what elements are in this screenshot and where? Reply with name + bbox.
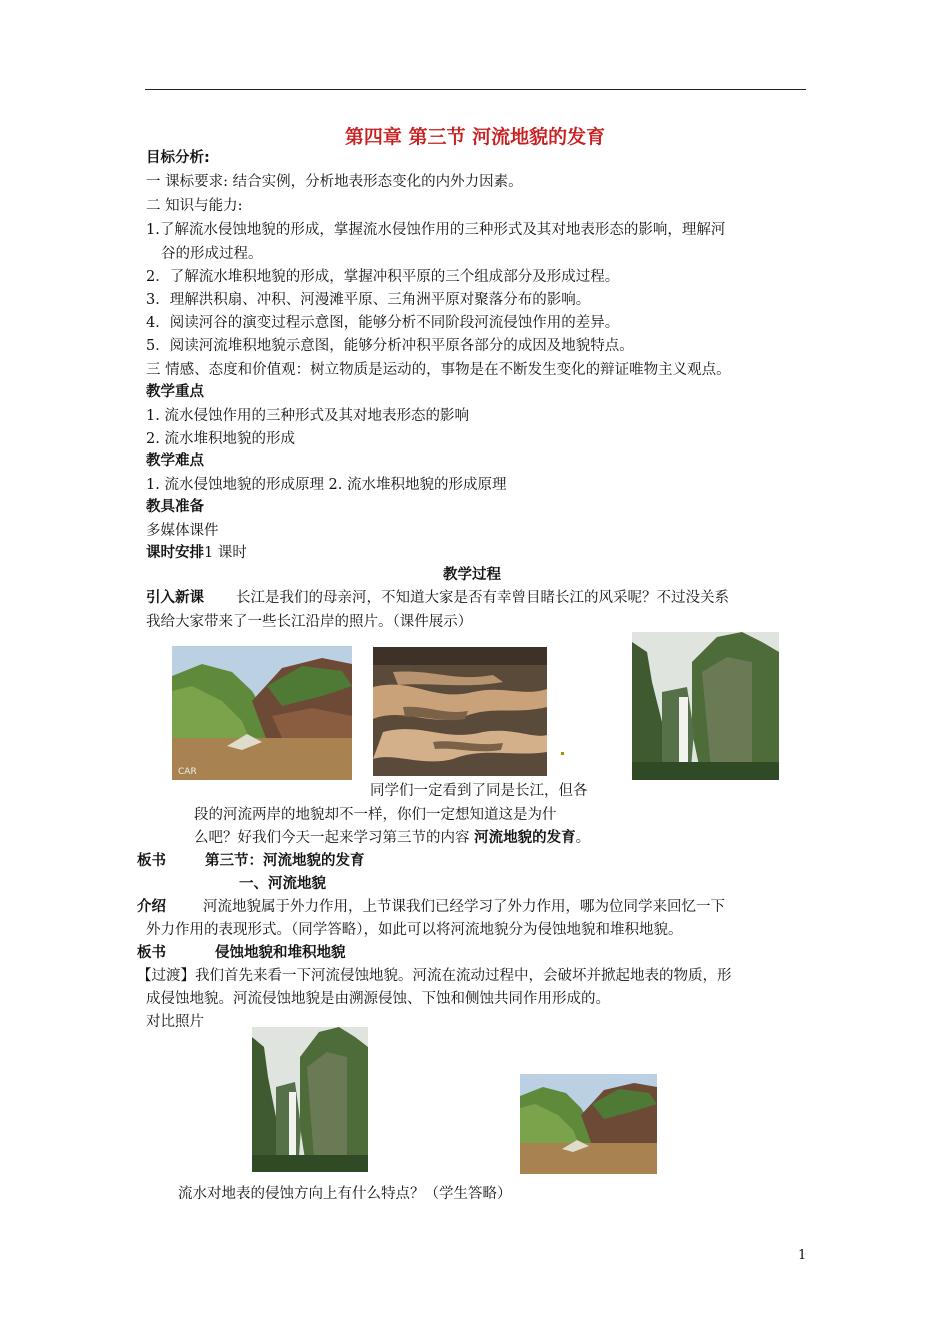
intro-label: 引入新课	[146, 590, 204, 606]
discussion-text: 段的河流两岸的地貌却不一样，你们一定想知道这是为什	[194, 807, 557, 823]
key-points-heading: 教学重点	[146, 384, 204, 400]
header-rule	[145, 89, 806, 90]
braided-river-photo	[373, 647, 547, 776]
compare-waterfall-photo	[252, 1027, 368, 1172]
discussion-text	[194, 828, 590, 848]
waterfall-photo	[632, 632, 779, 780]
process-heading: 教学过程	[443, 567, 501, 583]
knowledge-item: 4．阅读河谷的演变过程示意图，能够分析不同阶段河流侵蚀作用的差异。	[146, 315, 620, 331]
discussion-text: 同学们一定看到了同是长江，但各	[370, 783, 588, 799]
schedule-value: 1 课时	[204, 545, 247, 561]
board-text: 侵蚀地貌和堆积地貌	[215, 945, 346, 961]
values-objective: 三 情感、态度和价值观：树立物质是运动的，事物是在不断发生变化的辩证唯物主义观点。	[146, 362, 731, 378]
knowledge-heading: 二 知识与能力:	[146, 198, 243, 214]
knowledge-item: 2．了解流水堆积地貌的形成，掌握冲积平原的三个组成部分及形成过程。	[146, 269, 620, 285]
intro2-label: 介绍	[137, 899, 166, 915]
key-point: 2. 流水堆积地貌的形成	[146, 431, 295, 447]
gorge-photo	[172, 646, 352, 780]
transition-text: 成侵蚀地貌。河流侵蚀地貌是由溯源侵蚀、下蚀和侧蚀共同作用形成的。	[146, 991, 610, 1007]
lesson-topic: 河流地貌的发育	[474, 830, 576, 846]
knowledge-item: 3．理解洪积扇、冲积、河漫滩平原、三角洲平原对聚落分布的影响。	[146, 292, 591, 308]
discussion-text-part: 。	[575, 830, 591, 846]
board-subheading: 一、河流地貌	[239, 876, 326, 892]
board-label: 板书	[137, 945, 166, 961]
knowledge-item: 谷的形成过程。	[161, 246, 263, 262]
curriculum-requirement: 一 课标要求: 结合实例，分析地表形态变化的内外力因素。	[146, 174, 523, 190]
transition-text: 【过渡】我们首先来看一下河流侵蚀地貌。河流在流动过程中，会破坏并掀起地表的物质，形	[137, 968, 732, 984]
page-number: 1	[798, 1248, 807, 1263]
page-title: 第四章 第三节 河流地貌的发育	[344, 126, 606, 148]
discussion-text-part: 么吧？好我们今天一起来学习第三节的内容	[194, 830, 475, 846]
intro-text: 长江是我们的母亲河，不知道大家是否有幸曾目睹长江的风采呢？不过没关系	[236, 590, 729, 606]
board-label: 板书	[137, 853, 166, 869]
stray-mark	[561, 752, 564, 755]
difficulty-heading: 教学难点	[146, 453, 204, 469]
compare-gorge-photo	[520, 1074, 657, 1174]
difficulty-text: 1. 流水侵蚀地貌的形成原理 2. 流水堆积地貌的形成原理	[146, 477, 507, 493]
schedule-line	[146, 543, 247, 563]
board-text: 第三节：河流地貌的发育	[205, 853, 365, 869]
knowledge-item: 5．阅读河流堆积地貌示意图，能够分析冲积平原各部分的成因及地貌特点。	[146, 338, 634, 354]
intro2-text: 河流地貌属于外力作用，上节课我们已经学习了外力作用，哪为位同学来回忆一下	[203, 899, 725, 915]
intro-text: 我给大家带来了一些长江沿岸的照片。（课件展示）	[146, 614, 473, 630]
tools-heading: 教具准备	[146, 499, 204, 515]
intro2-text: 外力作用的表现形式。（同学答略），如此可以将河流地貌分为侵蚀地貌和堆积地貌。	[146, 922, 683, 938]
key-point: 1. 流水侵蚀作用的三种形式及其对地表形态的影响	[146, 408, 469, 424]
knowledge-item: 1.了解流水侵蚀地貌的形成，掌握流水侵蚀作用的三种形式及其对地表形态的影响，理解河	[146, 222, 726, 238]
goals-heading: 目标分析:	[146, 150, 210, 166]
photo-watermark-text: CAR	[178, 767, 197, 777]
tools-text: 多媒体课件	[146, 523, 219, 539]
schedule-label: 课时安排	[146, 545, 204, 561]
question-text: 流水对地表的侵蚀方向上有什么特点？（学生答略）	[178, 1186, 512, 1202]
compare-label: 对比照片	[146, 1014, 204, 1030]
